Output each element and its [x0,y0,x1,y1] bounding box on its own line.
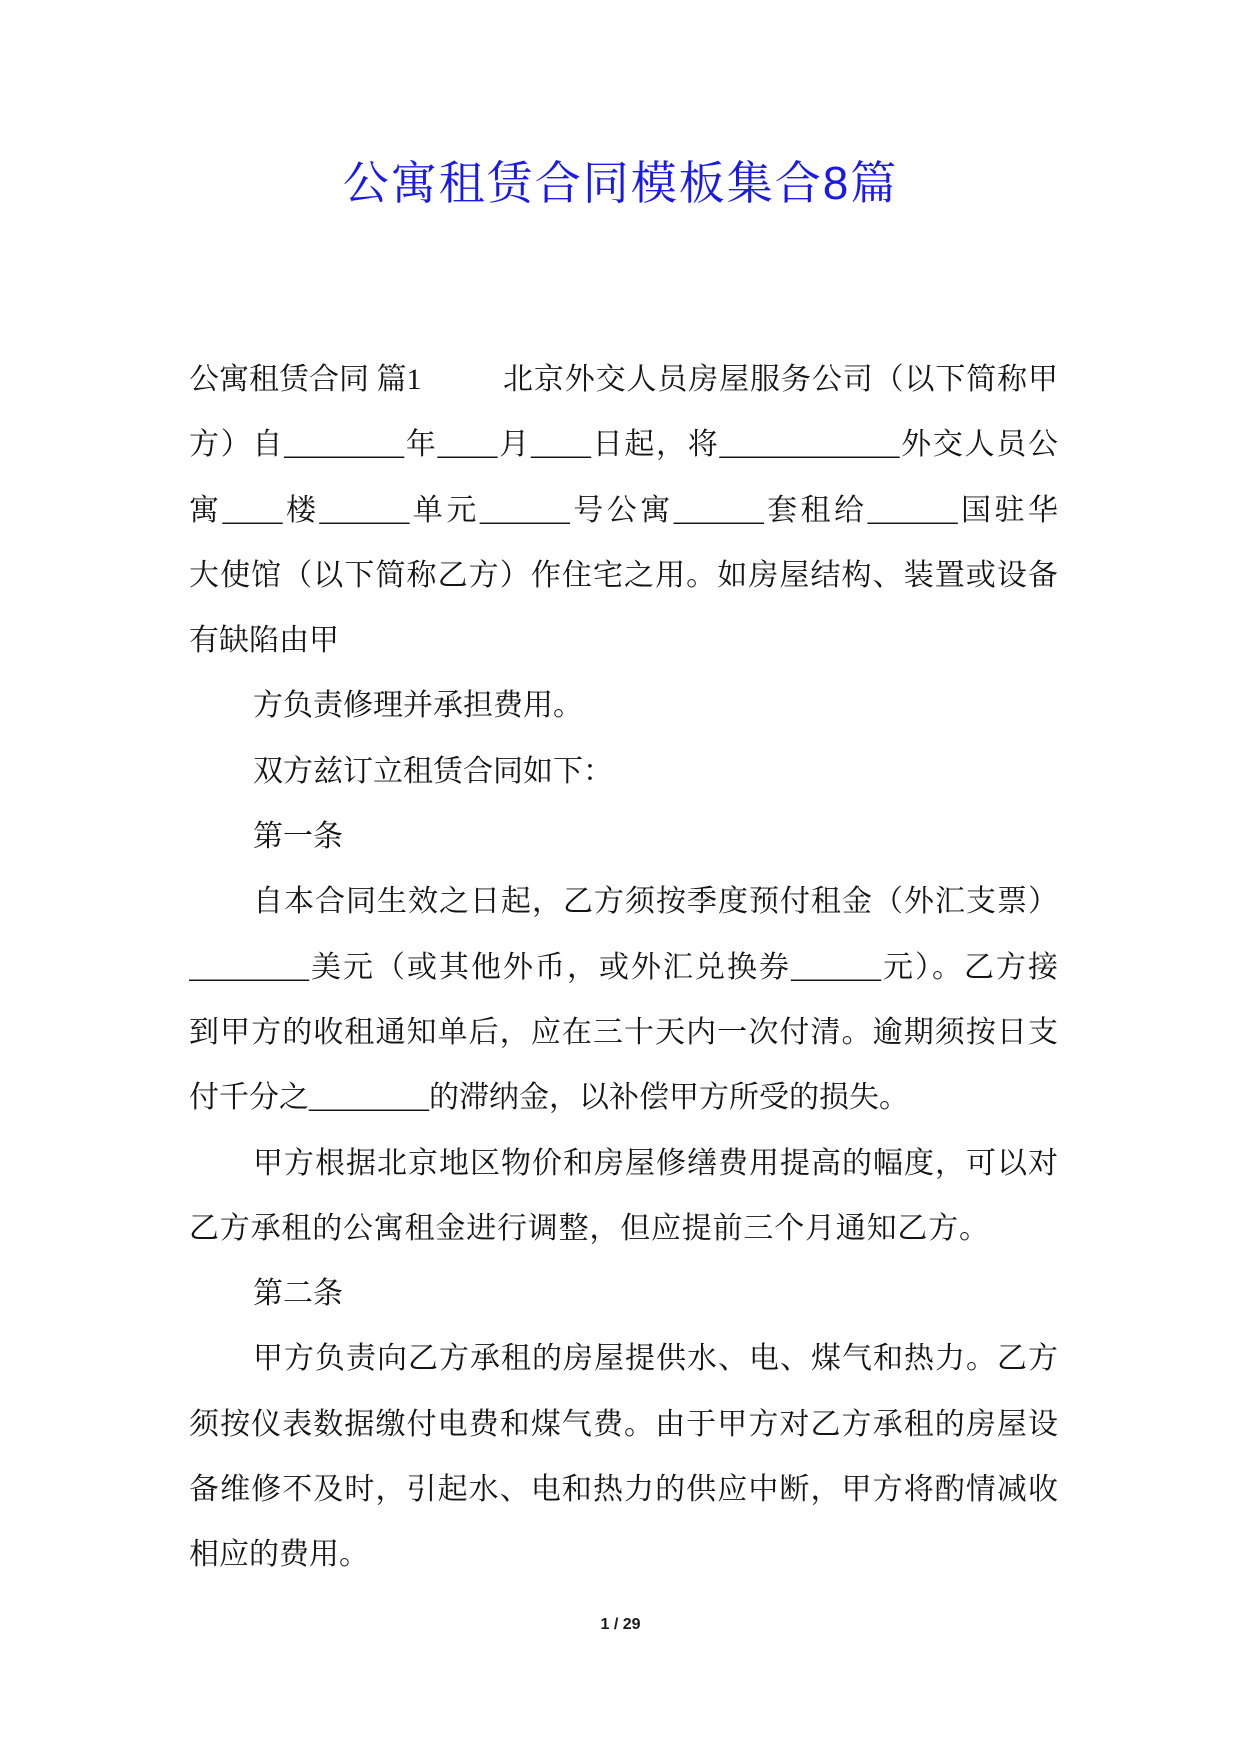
paragraph-line: 寓____楼______单元______号公寓______套租给______国驻华 [189,493,1058,527]
paragraph-line: 有缺陷由甲 [189,624,339,658]
paragraph-line: 双方兹订立租赁合同如下： [253,754,613,788]
article-heading-text: 第二条 [253,1277,343,1311]
document-title: 公寓租赁合同模板集合8篇 [342,157,899,209]
paragraph-line: 须按仪表数据缴付电费和煤气费。由于甲方对乙方承租的房屋设 [189,1407,1058,1441]
paragraph [189,739,1058,804]
paragraph-line: 甲方负责向乙方承租的房屋提供水、电、煤气和热力。乙方 [253,1342,1058,1376]
paragraph-line-text: 北京外交人员房屋服务公司（以下简称甲 [503,363,1058,396]
paragraph [189,347,1058,673]
paragraph-line: 付千分之________的滞纳金，以补偿甲方所受的损失。 [189,1081,909,1115]
page-number: 1 / 29 [600,1616,641,1633]
article-heading-text: 第一条 [253,820,343,854]
paragraph-line: ________美元（或其他外币，或外汇兑换券______元）。乙方接 [189,950,1058,984]
paragraph [189,673,1058,738]
paragraph-line: 甲方根据北京地区物价和房屋修缮费用提高的幅度，可以对 [253,1146,1058,1180]
article-heading [189,1261,1058,1326]
paragraph-line: 乙方承租的公寓租金进行调整，但应提前三个月通知乙方。 [189,1211,990,1245]
paragraph-line [189,347,1058,412]
paragraph [189,1131,1058,1262]
paragraph-line: 方）自________年____月____日起，将____________外交人员公 [189,428,1058,462]
paragraph [189,1326,1058,1587]
paragraph-line: 自本合同生效之日起，乙方须按季度预付租金（外汇支票） [253,885,1058,919]
paragraph-line: 备维修不及时，引起水、电和热力的供应中断，甲方将酌情减收 [189,1473,1058,1507]
section-heading: 公寓租赁合同 篇1 [189,363,422,396]
paragraph-line: 方负责修理并承担费用。 [253,689,583,723]
article-heading [189,804,1058,869]
paragraph-line: 大使馆（以下简称乙方）作住宅之用。如房屋结构、装置或设备 [189,558,1058,592]
paragraph-line: 相应的费用。 [189,1538,369,1572]
document-body [189,347,1058,1588]
paragraph-line: 到甲方的收租通知单后，应在三十天内一次付清。逾期须按日支 [189,1015,1058,1049]
paragraph [189,869,1058,1130]
